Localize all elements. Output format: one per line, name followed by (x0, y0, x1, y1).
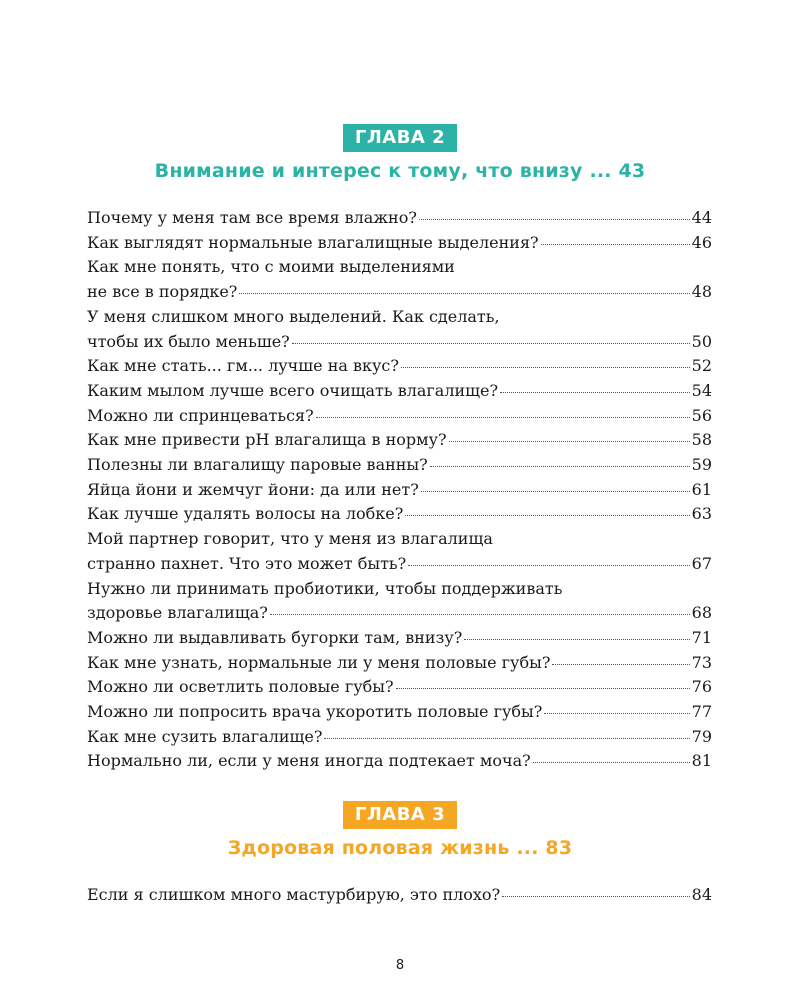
toc-entry-page: 52 (691, 356, 712, 376)
toc-entry[interactable] (87, 379, 712, 404)
toc-entry-page: 61 (691, 479, 712, 499)
dot-leader (430, 466, 690, 467)
dot-leader (421, 491, 690, 492)
toc-entry-line (87, 552, 712, 577)
toc-entry-line (87, 404, 712, 429)
toc-entry-title: Как мне понять, что с моими выделениями (87, 257, 455, 277)
toc-entry-title: Если я слишком много мастурбирую, это плохо? (87, 885, 501, 904)
toc-entry[interactable] (87, 725, 712, 750)
dot-leader (544, 713, 689, 714)
toc-entry-line (87, 675, 712, 700)
toc-entry-line (87, 502, 712, 527)
toc-entry-page: 56 (691, 405, 712, 425)
dot-leader (292, 343, 690, 344)
toc-entry[interactable] (87, 231, 712, 256)
toc-entry-title: Можно ли спринцеваться? (87, 405, 314, 425)
dot-leader (500, 392, 690, 393)
toc-entry[interactable] (87, 354, 712, 379)
chapter-2-toc (87, 206, 712, 774)
dot-leader (270, 614, 690, 615)
toc-entry-page: 58 (691, 430, 712, 450)
toc-entry-title: не все в порядке? (87, 282, 238, 302)
toc-entry-line (87, 305, 712, 330)
dot-leader (464, 639, 689, 640)
toc-entry-page: 46 (691, 232, 712, 252)
chapter-2-title: Внимание и интерес к тому, что внизу ... 43 (154, 160, 646, 182)
dot-leader (408, 565, 689, 566)
toc-entry-line (87, 330, 712, 355)
toc-entry-title: чтобы их было меньше? (87, 331, 290, 351)
toc-entry-line (87, 478, 712, 503)
toc-entry-title: Как мне привести pH влагалища в норму? (87, 430, 447, 450)
toc-entry-page: 63 (691, 504, 712, 524)
toc-entry-line (87, 749, 712, 774)
toc-entry-title: Яйца йони и жемчуг йони: да или нет? (87, 479, 419, 499)
toc-entry-line (87, 527, 712, 552)
toc-entry-title: Мой партнер говорит, что у меня из влагалища (87, 529, 493, 549)
dot-leader (533, 762, 690, 763)
toc-entry[interactable] (87, 749, 712, 774)
toc-entry[interactable] (87, 453, 712, 478)
toc-entry-title: Почему у меня там все время влажно? (87, 208, 417, 227)
dot-leader (401, 367, 690, 368)
chapter-2-badge: ГЛАВА 2 (343, 124, 457, 152)
toc-entry[interactable] (87, 255, 712, 304)
toc-entry-title: Можно ли осветлить половые губы? (87, 677, 394, 697)
toc-entry[interactable] (87, 305, 712, 354)
toc-entry-line (87, 428, 712, 453)
toc-entry-title: У меня слишком много выделений. Как сделать, (87, 306, 500, 326)
toc-entry-title: Нужно ли принимать пробиотики, чтобы поддерживать (87, 578, 563, 598)
toc-entry-line (87, 280, 712, 305)
chapter-2-header (0, 124, 800, 182)
toc-entry-page: 54 (691, 380, 712, 400)
dot-leader (552, 664, 689, 665)
toc-entry[interactable] (87, 428, 712, 453)
toc-entry[interactable] (87, 206, 712, 231)
toc-entry-title: Нормально ли, если у меня иногда подтекает моча? (87, 751, 531, 771)
toc-entry-line (87, 883, 712, 908)
toc-entry-line (87, 651, 712, 676)
toc-entry-title: Как лучше удалять волосы на лобке? (87, 504, 404, 524)
toc-entry-title: Можно ли выдавливать бугорки там, внизу? (87, 627, 463, 647)
dot-leader (316, 417, 690, 418)
chapter-3-title: Здоровая половая жизнь ... 83 (227, 837, 573, 859)
dot-leader (419, 219, 690, 220)
toc-entry-page: 71 (691, 627, 712, 647)
toc-entry[interactable] (87, 675, 712, 700)
toc-entry[interactable] (87, 626, 712, 651)
toc-entry-title: странно пахнет. Что это может быть? (87, 553, 407, 573)
toc-entry-page: 50 (691, 331, 712, 351)
toc-entry-line (87, 725, 712, 750)
toc-entry-title: Как мне узнать, нормальные ли у меня половые губы? (87, 652, 551, 672)
page-number: 8 (395, 958, 405, 973)
toc-entry-line (87, 206, 712, 231)
toc-entry-page: 59 (691, 455, 712, 475)
toc-entry-title: Каким мылом лучше всего очищать влагалище? (87, 380, 499, 400)
toc-entry[interactable] (87, 478, 712, 503)
toc-entry-line (87, 577, 712, 602)
toc-entry[interactable] (87, 404, 712, 429)
toc-entry-page: 48 (691, 282, 712, 302)
chapter-3-header (0, 801, 800, 859)
chapter-3-badge: ГЛАВА 3 (343, 801, 457, 829)
toc-entry[interactable] (87, 502, 712, 527)
toc-entry-line (87, 626, 712, 651)
toc-entry[interactable] (87, 883, 712, 908)
toc-entry-page: 68 (691, 603, 712, 623)
toc-entry-page: 44 (691, 208, 712, 227)
toc-entry-title: здоровье влагалища? (87, 603, 268, 623)
dot-leader (396, 688, 690, 689)
toc-entry-line (87, 354, 712, 379)
toc-entry-page: 73 (691, 652, 712, 672)
toc-entry-page: 67 (691, 553, 712, 573)
toc-entry-page: 81 (691, 751, 712, 771)
toc-entry[interactable] (87, 527, 712, 576)
toc-entry[interactable] (87, 651, 712, 676)
toc-entry-page: 77 (691, 702, 712, 722)
toc-entry-title: Как выглядят нормальные влагалищные выделения? (87, 232, 539, 252)
toc-entry-title: Как мне сузить влагалище? (87, 726, 323, 746)
toc-entry-page: 79 (691, 726, 712, 746)
dot-leader (502, 896, 690, 897)
toc-entry-title: Как мне стать... гм... лучше на вкус? (87, 356, 399, 376)
toc-entry-line (87, 379, 712, 404)
toc-entry[interactable] (87, 577, 712, 626)
dot-leader (449, 441, 690, 442)
toc-entry[interactable] (87, 700, 712, 725)
toc-entry-page: 84 (691, 885, 712, 904)
toc-entry-line (87, 231, 712, 256)
toc-entry-title: Полезны ли влагалищу паровые ванны? (87, 455, 428, 475)
dot-leader (324, 738, 689, 739)
toc-entry-line (87, 700, 712, 725)
chapter-3-toc (87, 883, 712, 908)
toc-entry-page: 76 (691, 677, 712, 697)
toc-entry-line (87, 601, 712, 626)
dot-leader (239, 293, 689, 294)
toc-entry-title: Можно ли попросить врача укоротить половые губы? (87, 702, 543, 722)
dot-leader (541, 244, 690, 245)
toc-entry-line (87, 255, 712, 280)
toc-entry-line (87, 453, 712, 478)
dot-leader (405, 515, 689, 516)
